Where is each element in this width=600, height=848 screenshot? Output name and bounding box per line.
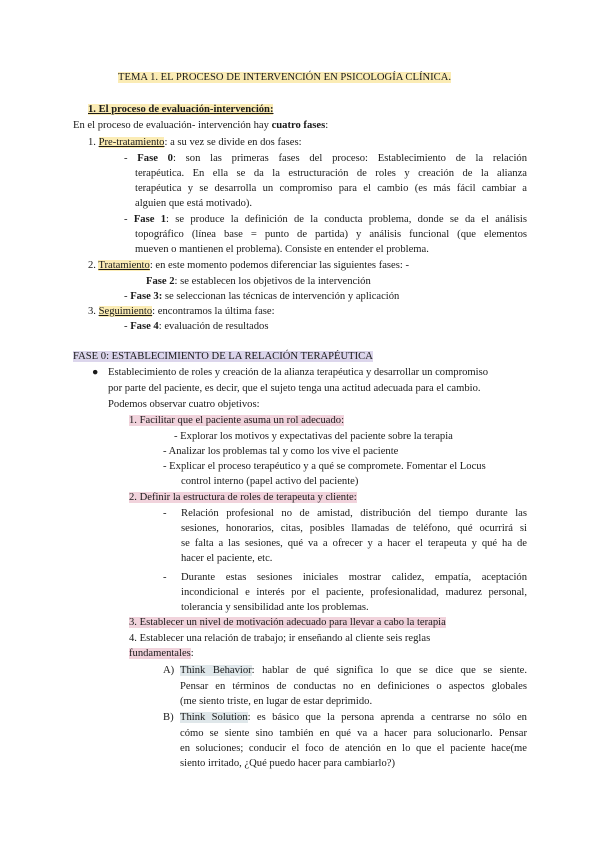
- objective-2-b-line-3: tolerancia y sensibilidad ante los problemas.: [181, 602, 369, 613]
- dash: -: [124, 153, 138, 164]
- phase-text: : son las primeras fases del proceso: Establecimiento de la relación: [172, 153, 527, 164]
- objective-2: [129, 491, 357, 505]
- bullet-line-1: Establecimiento de roles y creación de la alianza terapéutica y desarrollar un compromiso: [108, 367, 489, 378]
- objective-2-a-line-4: hacer el paciente, etc.: [181, 553, 273, 564]
- fase-0-line-3: terapéutica y se desarrolla un compromiso para el cambio (es más fácil cambiar a: [135, 183, 527, 194]
- item-text: : encontramos la última fase:: [152, 306, 275, 317]
- item-text: : en este momento podemos diferenciar las siguientes fases: -: [149, 260, 409, 271]
- page-title-text: TEMA 1. EL PROCESO DE INTERVENCIÓN EN PSICOLOGÍA CLÍNICA.: [118, 72, 452, 83]
- item-pre-tratamiento: [88, 136, 302, 150]
- phase-label: Fase 0: [137, 153, 173, 164]
- page-title: [118, 71, 451, 85]
- item-label: Seguimiento: [98, 306, 153, 317]
- objective-3: [129, 616, 446, 630]
- phase-label: Fase 2: [146, 276, 175, 287]
- objective-2-b-line-1: Durante estas sesiones iniciales mostrar calidez, empatía, aceptación: [181, 572, 527, 583]
- section-1-heading: [88, 103, 273, 117]
- fase-1-line-1: [124, 213, 527, 227]
- item-label: Pre-tratamiento: [98, 137, 165, 148]
- item-tratamiento: [88, 259, 409, 273]
- objective-4-line-1: 4. Establecer una relación de trabajo; ir enseñando al cliente seis reglas: [129, 633, 431, 644]
- rule-a-line-2: Pensar en términos de conductas no en definiciones o aspectos globales: [180, 681, 527, 692]
- objective-2-b-dash: -: [163, 572, 167, 583]
- rule-label: Think Solution: [180, 712, 248, 723]
- objective-2-text: 2. Definir la estructura de roles de terapeuta y cliente:: [129, 492, 357, 503]
- intro-colon: :: [325, 120, 329, 131]
- objective-1-c-line-2: control interno (papel activo del paciente): [181, 476, 359, 487]
- bullet-line-3: Podemos observar cuatro objetivos:: [108, 399, 260, 410]
- objective-1: [129, 414, 344, 428]
- fase-1-line-2: topográfico (línea base = punto de partida) y análisis funcional (que elementos: [135, 229, 527, 240]
- objective-1-b: - Analizar los problemas tal y como los vive el paciente: [163, 446, 399, 457]
- colon: :: [190, 648, 194, 659]
- rule-label: Think Behavior: [180, 665, 252, 676]
- fase-1-line-3: mueven o mantienen el problema). Consiste en entender el problema.: [135, 244, 429, 255]
- objective-2-b-line-2: incondicional e interés por el paciente, profesionalidad, madurez personal,: [181, 587, 527, 598]
- objective-1-a: - Explorar los motivos y expectativas del paciente sobre la terapia: [174, 431, 453, 442]
- rule-b-line-3: en soluciones; conducir el foco de atención en lo que el paciente hace(me: [180, 743, 527, 754]
- intro-bold: cuatro fases: [271, 120, 326, 131]
- phase-text: : se establecen los objetivos de la intervención: [174, 276, 371, 287]
- rule-b-line-2: cómo se siente sino también en qué va a hacer para solucionarlo. Pensar: [180, 728, 527, 739]
- phase-label: Fase 4: [130, 321, 159, 332]
- dash: -: [124, 321, 131, 332]
- objective-2-a-line-3: se falta a las sesiones, qué va a ofrecer y a hacer el terapeuta y qué ha de: [181, 538, 527, 549]
- bullet-marker: ●: [92, 367, 99, 378]
- item-number: 2.: [88, 260, 99, 271]
- fase-4: [124, 320, 268, 334]
- dash: -: [124, 291, 131, 302]
- intro-text: En el proceso de evaluación- intervención hay: [73, 120, 272, 131]
- rule-b-letter: B): [163, 712, 174, 723]
- section-1-intro: [73, 119, 328, 133]
- section-1-heading-text: 1. El proceso de evaluación-intervención:: [88, 104, 274, 115]
- section-2-heading-text: FASE 0: ESTABLECIMIENTO DE LA RELACIÓN TERAPÉUTICA: [73, 351, 373, 362]
- section-2-heading: [73, 350, 373, 364]
- rule-b-line-1: [180, 711, 527, 725]
- objective-1-c-line-1: - Explicar el proceso terapéutico y a qué se compromete. Fomentar el Locus: [163, 461, 486, 472]
- rule-a-letter: A): [163, 665, 175, 676]
- phase-text: : evaluación de resultados: [158, 321, 269, 332]
- phase-label: Fase 1: [133, 214, 167, 225]
- phase-label: Fase 3:: [130, 291, 163, 302]
- item-number: 3.: [88, 306, 99, 317]
- objective-4-highlight: fundamentales: [129, 648, 191, 659]
- objective-1-text: 1. Facilitar que el paciente asuma un rol adecuado:: [129, 415, 345, 426]
- fase-3: [124, 290, 399, 304]
- objective-2-a-line-1: Relación profesional no de amistad, distribución del tiempo durante las: [181, 508, 527, 519]
- rule-a-line-3: (me siento triste, en lugar de estar deprimido.: [180, 696, 373, 707]
- fase-0-line-4: alguien que está motivado).: [135, 198, 253, 209]
- rule-text: : es básico que la persona aprenda a centrarse no sólo en: [247, 712, 527, 723]
- fase-0-line-1: [124, 152, 527, 166]
- rule-b-line-4: siento irritado, ¿Qué puedo hacer para cambiarlo?): [180, 758, 396, 769]
- phase-text: : se produce la definición de la conducta problema, donde se da el análisis: [166, 214, 527, 225]
- item-seguimiento: [88, 305, 275, 319]
- objective-2-a-dash: -: [163, 508, 167, 519]
- objective-3-text: 3. Establecer un nivel de motivación adecuado para llevar a cabo la terapia: [129, 617, 446, 628]
- objective-4-line-2: [129, 647, 194, 661]
- item-label: Tratamiento: [98, 260, 150, 271]
- item-number: 1.: [88, 137, 99, 148]
- rule-a-line-1: [180, 664, 527, 678]
- dash: -: [124, 214, 134, 225]
- objective-2-a-line-2: sesiones, honorarios, citas, posibles llamadas de teléfono, qué ocurrirá si: [181, 523, 527, 534]
- fase-2: [146, 275, 371, 289]
- bullet-line-2: por parte del paciente, es decir, que el sujeto tenga una actitud adecuada para el cambio.: [108, 383, 481, 394]
- phase-text: se seleccionan las técnicas de intervención y aplicación: [162, 291, 400, 302]
- rule-text: : hablar de qué significa lo que se dice que se siente.: [251, 665, 527, 676]
- fase-0-line-2: terapéutica. En ella se da la estructuración de roles y creación de la alianza: [135, 168, 527, 179]
- item-text: : a su vez se divide en dos fases:: [164, 137, 302, 148]
